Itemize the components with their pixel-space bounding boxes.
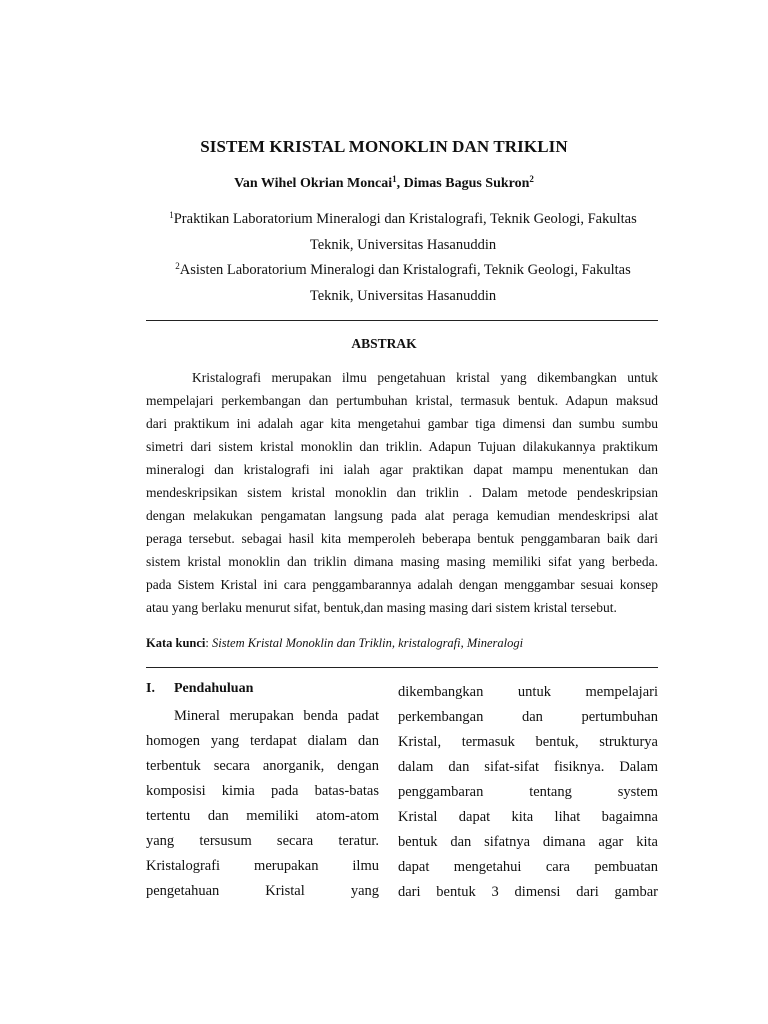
body-line-right: penggambaran tentang system [398,784,658,800]
section-number: I. [146,681,155,696]
body-line-left: homogen yang terdapat dialam dan [146,733,379,749]
author-1-name: Van Wihel Okrian Moncai [234,176,393,191]
body-line-right: perkembangan dan pertumbuhan [398,709,658,725]
abstract-line: atau yang berlaku menurut sifat, bentuk,dan masing masing dari sistem kristal tersebut. [146,600,617,615]
body-line-left: pengetahuan Kristal yang [146,883,379,899]
affiliation-2 [148,257,658,309]
body-line-left: Mineral merupakan benda padat [174,708,379,724]
body-line-left: tertentu dan memiliki atom-atom [146,808,379,824]
abstract-line: mempelajari perkembangan dan pertumbuhan kristal, termasuk bentuk. Adapun maksud [146,393,658,408]
abstract-line: dari praktikum ini adalah agar kita mengetahui gambar tiga dimensi dan sumbu sumbu [146,416,658,431]
body-line-left: yang tersusum secara teratur. [146,833,379,849]
affiliation-2-sup: 2 [175,261,180,271]
affiliation-2-line-1 [148,257,658,283]
abstract-heading: ABSTRAK [351,336,417,351]
abstract-line: dengan melakukan pengamatan langsung pada alat peraga kemudian mendeskripsi alat [146,508,658,523]
keywords-text: Sistem Kristal Monoklin dan Triklin, kristalografi, Mineralogi [212,636,524,650]
abstract-line: Kristalografi merupakan ilmu pengetahuan kristal yang dikembangkan untuk [192,370,658,385]
author-1-sup: 1 [392,174,397,184]
divider-top [146,320,658,321]
affiliation-1-line-2: Teknik, Universitas Hasanuddin [309,237,497,253]
keywords-separator: : [205,636,212,650]
abstract-line: peraga tersebut. sebagai hasil kita memperoleh beberapa bentuk penggambaran baik dari [146,531,658,546]
affiliation-2-line-2: Teknik, Universitas Hasanuddin [309,288,497,304]
affiliation-1-text: Praktikan Laboratorium Mineralogi dan Kristalografi, Teknik Geologi, Fakultas [173,211,637,227]
abstract-line: sistem kristal monoklin dan triklin dimana masing masing memiliki sifat yang berbeda. [146,554,658,569]
keywords-label: Kata kunci [146,636,206,650]
affiliation-1 [148,206,658,258]
body-line-left: komposisi kimia pada batas-batas [146,783,379,799]
abstract-line: mineralogi dan kristalografi ini ialah agar praktikan dapat mampu menentukan dan [146,462,658,477]
affiliation-2-text: Asisten Laboratorium Mineralogi dan Kristalografi, Teknik Geologi, Fakultas [179,262,631,278]
body-line-right: dari bentuk 3 dimensi dari gambar [398,884,658,900]
affiliation-1-sup: 1 [169,210,174,220]
section-title: Pendahuluan [174,681,254,696]
body-line-right: Kristal, termasuk bentuk, strukturya [398,734,658,750]
author-line [0,176,768,192]
abstract-line: mendeskripsikan sistem kristal monoklin dan triklin . Dalam metode pendeskripsian [146,485,658,500]
author-2-name: Dimas Bagus Sukron [403,176,530,191]
body-line-left: Kristalografi merupakan ilmu [146,858,379,874]
divider-bottom [146,667,658,668]
author-separator: , [396,176,404,191]
body-line-right: dikembangkan untuk mempelajari [398,684,658,700]
abstract-line: simetri dari sistem kristal monoklin dan triklin. Adapun Tujuan dilakukannya praktikum [146,439,658,454]
body-line-right: Kristal dapat kita lihat bagaimna [398,809,658,825]
keywords [146,636,658,651]
body-line-left: terbentuk secara anorganik, dengan [146,758,379,774]
body-line-right: dalam dan sifat-sifat fisiknya. Dalam [398,759,658,775]
abstract-line: pada Sistem Kristal ini cara penggambarannya adalah dengan menggambar sesuai konsep [146,577,658,592]
body-line-right: bentuk dan sifatnya dimana agar kita [398,834,658,850]
body-line-right: dapat mengetahui cara pembuatan [398,859,658,875]
affiliation-1-line-1 [148,206,658,232]
author-2-sup: 2 [529,174,534,184]
paper-title: SISTEM KRISTAL MONOKLIN DAN TRIKLIN [200,137,568,156]
